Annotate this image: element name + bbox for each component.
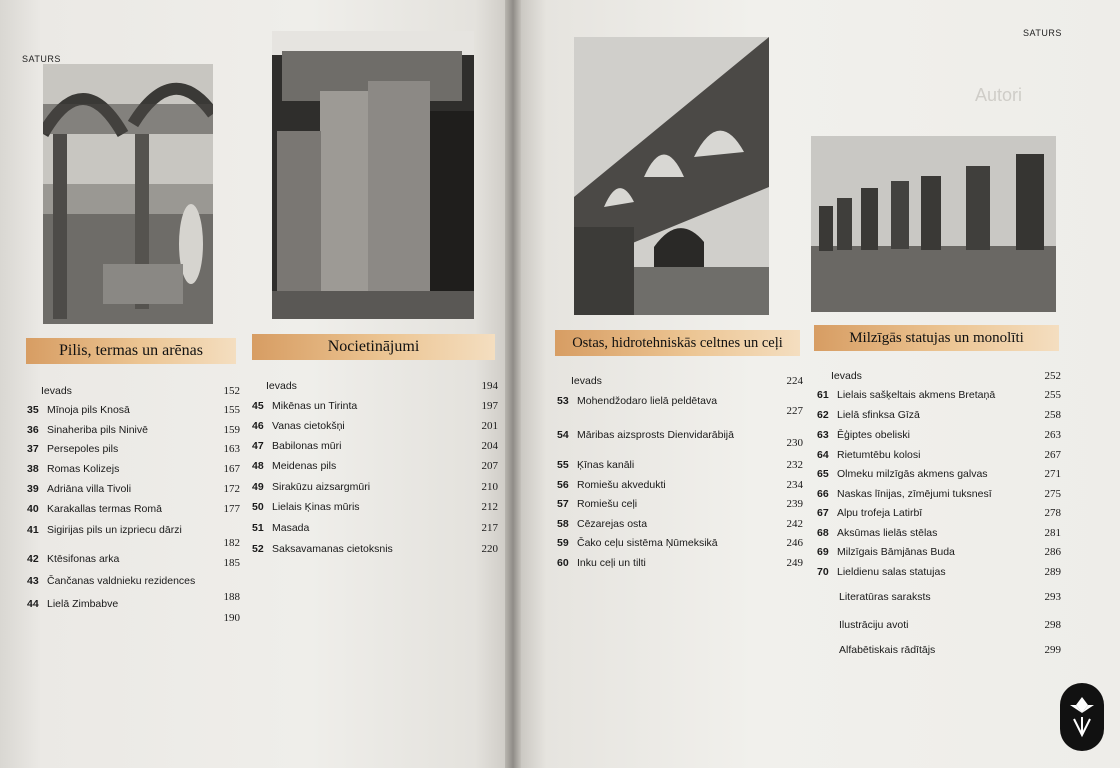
toc-entry-page: 227: [786, 405, 803, 417]
toc-entry-title: Māribas aizsprosts Dienvidarābijā: [577, 429, 734, 441]
toc-entry-number: 41: [27, 524, 39, 536]
toc-entry-page: 224: [786, 375, 803, 387]
toc-entry-number: 65: [817, 468, 829, 480]
toc-entry-title: Sinaheriba pils Ninivē: [47, 424, 148, 436]
toc-entry-page: 293: [1044, 591, 1061, 603]
toc-entry-number: 67: [817, 507, 829, 519]
toc-entry-number: 45: [252, 400, 264, 412]
toc-entry-title: Romiešu ceļi: [577, 498, 638, 510]
toc-entry-title: Meidenas pils: [272, 460, 337, 472]
toc-entry-page: 210: [481, 481, 498, 493]
toc-entry-title: Inku ceļi un tilti: [577, 557, 646, 569]
toc-entry-page: 246: [786, 537, 803, 549]
toc-entry-number: 43: [27, 575, 39, 587]
toc-entry-title: Masada: [272, 522, 310, 534]
toc-entry-page: 249: [786, 557, 803, 569]
toc-entry-page: 275: [1044, 488, 1061, 500]
toc-entry-title: Naskas līnijas, zīmējumi tuksnesī: [837, 488, 992, 500]
diamond-leaf-icon: [1068, 695, 1096, 739]
toc-entry-title: Čančanas valdnieku rezidences: [47, 575, 196, 587]
toc-entry-page: 190: [223, 612, 240, 624]
toc-entry-title: Romiešu akvedukti: [577, 479, 666, 491]
toc-entry-title: Ievads: [571, 375, 602, 387]
toc-entry-title: Ievads: [831, 370, 862, 382]
toc-entry-title: Čako ceļu sistēma Ņūmeksikā: [577, 537, 718, 549]
toc-entry-title: Sirakūzu aizsargmūri: [272, 481, 371, 493]
toc-entry-title: Vanas cietokšņi: [272, 420, 345, 432]
toc-entry-number: 62: [817, 409, 829, 421]
toc-entry-page: 172: [223, 483, 240, 495]
toc-entry-number: 46: [252, 420, 264, 432]
right-page-header: SATURS: [1023, 28, 1062, 38]
toc-entry-title: Adriāna villa Tivoli: [47, 483, 132, 495]
toc-entry-page: 188: [223, 591, 240, 603]
toc-entry-title: Lielais Ķinas mūris: [272, 501, 360, 513]
toc-entry-title: Lielā Zimbabve: [47, 598, 119, 610]
toc-entry-number: 54: [557, 429, 569, 441]
toc-entry-title: Alpu trofeja Latirbī: [837, 507, 923, 519]
toc-entry-title: Persepoles pils: [47, 443, 119, 455]
toc-entry-page: 201: [481, 420, 498, 432]
section-banner-nocietinajumi: Nocietinājumi: [252, 334, 495, 360]
section-banner-ostas: Ostas, hidrotehniskās celtnes un ceļi: [555, 330, 800, 356]
faint-bleed-text: Autori: [975, 85, 1023, 105]
toc-entry-page: 155: [223, 404, 240, 416]
toc-entry-title: Ēģiptes obeliski: [837, 429, 910, 441]
toc-entry-number: 56: [557, 479, 569, 491]
toc-entry-number: 68: [817, 527, 829, 539]
toc-entry-page: 286: [1044, 546, 1061, 558]
toc-entry-title: Lieldienu salas statujas: [837, 566, 946, 578]
toc-entry-page: 163: [223, 443, 240, 455]
toc-entry-page: 267: [1044, 449, 1061, 461]
toc-entry-page: 220: [481, 543, 498, 555]
toc-entry-number: 48: [252, 460, 264, 472]
toc-entry-number: 37: [27, 443, 39, 455]
toc-entry-title: Alfabētiskais rādītājs: [839, 644, 936, 656]
toc-entry-title: Rietumtēbu kolosi: [837, 449, 921, 461]
toc-entry-number: 59: [557, 537, 569, 549]
toc-entry-number: 66: [817, 488, 829, 500]
toc-entry-title: Babilonas mūri: [272, 440, 342, 452]
toc-entry-title: Ķīnas kanāli: [577, 459, 635, 471]
left-page-header: SATURS: [22, 54, 61, 64]
toc-entry-number: 55: [557, 459, 569, 471]
toc-entry-title: Literatūras saraksts: [839, 591, 931, 603]
toc-entry-title: Mīnoja pils Knosā: [47, 404, 130, 416]
columned-villa-pool-photo: [43, 64, 213, 324]
aqueduct-bridge-photo: [574, 37, 769, 315]
toc-entry-title: Ievads: [266, 380, 297, 392]
toc-entry-number: 36: [27, 424, 39, 436]
toc-entry-page: 185: [223, 557, 240, 569]
toc-entry-page: 281: [1044, 527, 1061, 539]
easter-island-moai-photo: [811, 136, 1056, 312]
toc-entry-number: 61: [817, 389, 829, 401]
toc-entry-title: Mohendžodaro lielā peldētava: [577, 395, 718, 407]
toc-entry-title: Ktēsifonas arka: [47, 553, 120, 565]
toc-entry-number: 63: [817, 429, 829, 441]
toc-entry-title: Lielā sfinksa Gīzā: [837, 409, 920, 421]
toc-entry-page: 263: [1044, 429, 1061, 441]
toc-entry-page: 197: [481, 400, 498, 412]
toc-entry-page: 242: [786, 518, 803, 530]
toc-entry-number: 47: [252, 440, 264, 452]
toc-entry-title: Cēzarejas osta: [577, 518, 648, 530]
toc-entry-number: 53: [557, 395, 569, 407]
toc-entry-page: 278: [1044, 507, 1061, 519]
toc-entry-page: 217: [481, 522, 498, 534]
toc-entry-number: 51: [252, 522, 264, 534]
toc-entry-page: 207: [481, 460, 498, 472]
toc-entry-page: 234: [786, 479, 803, 491]
toc-entry-title: Olmeku milzīgās akmens galvas: [837, 468, 988, 480]
toc-entry-title: Lielais sašķeltais akmens Bretaņā: [837, 389, 996, 401]
section-banner-pilis: Pilis, termas un arēnas: [26, 338, 236, 364]
toc-entry-number: 35: [27, 404, 39, 416]
toc-entry-page: 255: [1044, 389, 1061, 401]
toc-entry-page: 159: [223, 424, 240, 436]
toc-entry-number: 58: [557, 518, 569, 530]
diamond-leaf-logo: [1060, 683, 1104, 751]
toc-entry-title: Mikēnas un Tirinta: [272, 400, 358, 412]
toc-entry-number: 52: [252, 543, 264, 555]
toc-entry-number: 69: [817, 546, 829, 558]
toc-entry-page: 182: [223, 537, 240, 549]
toc-entry-page: 167: [223, 463, 240, 475]
toc-entry-number: 38: [27, 463, 39, 475]
toc-entry-page: 194: [481, 380, 498, 392]
toc-entry-page: 230: [786, 437, 803, 449]
toc-entry-title: Ievads: [41, 385, 72, 397]
toc-entry-page: 232: [786, 459, 803, 471]
stone-wall-gate-photo: [272, 31, 474, 319]
toc-entry-title: Sigirijas pils un izpriecu dārzi: [47, 524, 182, 536]
toc-entry-title: Romas Kolizejs: [47, 463, 120, 475]
toc-entry-page: 252: [1044, 370, 1061, 382]
toc-entry-number: 64: [817, 449, 829, 461]
toc-entry-page: 289: [1044, 566, 1061, 578]
toc-entry-number: 40: [27, 503, 39, 515]
toc-entry-number: 44: [27, 598, 39, 610]
toc-entry-number: 42: [27, 553, 39, 565]
toc-entry-number: 60: [557, 557, 569, 569]
toc-entry-title: Milzīgais Bāmjānas Buda: [837, 546, 955, 558]
toc-entry-number: 57: [557, 498, 569, 510]
toc-entry-number: 49: [252, 481, 264, 493]
toc-entry-number: 50: [252, 501, 264, 513]
toc-entry-page: 177: [223, 503, 240, 515]
toc-entry-page: 271: [1044, 468, 1061, 480]
toc-entry-page: 152: [223, 385, 240, 397]
toc-entry-page: 204: [481, 440, 498, 452]
toc-entry-number: 39: [27, 483, 39, 495]
section-banner-statujas: Milzīgās statujas un monolīti: [814, 325, 1059, 351]
book-gutter: [505, 0, 521, 768]
toc-entry-title: Ilustrāciju avoti: [839, 619, 909, 631]
toc-entry-page: 212: [481, 501, 498, 513]
toc-entry-number: 70: [817, 566, 829, 578]
toc-entry-page: 299: [1044, 644, 1061, 656]
toc-entry-title: Aksūmas lielās stēlas: [837, 527, 938, 539]
toc-entry-page: 239: [786, 498, 803, 510]
toc-entry-title: Karakallas termas Romā: [47, 503, 162, 515]
toc-entry-title: Saksavamanas cietoksnis: [272, 543, 393, 555]
toc-entry-page: 298: [1044, 619, 1061, 631]
toc-entry-page: 258: [1044, 409, 1061, 421]
